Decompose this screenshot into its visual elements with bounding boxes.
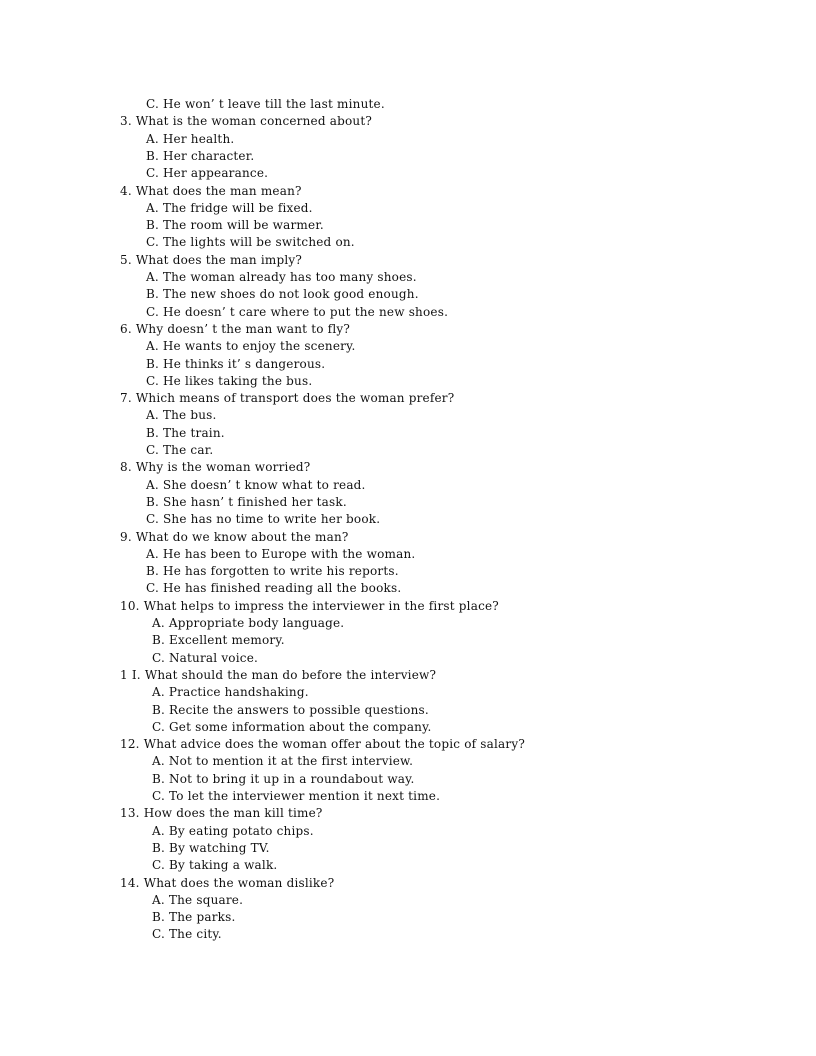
answer-option: B. The parks. bbox=[152, 910, 236, 925]
answer-option: A. Practice handshaking. bbox=[152, 685, 309, 700]
answer-option: C. He likes taking the bus. bbox=[146, 373, 313, 388]
answer-option: C. The car. bbox=[146, 443, 214, 457]
answer-option: A. The bus. bbox=[146, 408, 217, 423]
answer-option: B. He thinks it’ s dangerous. bbox=[146, 356, 326, 371]
answer-option: B. The room will be warmer. bbox=[146, 218, 324, 233]
answer-option: C. To let the interviewer mention it next time. bbox=[152, 789, 441, 803]
question-stem: 14. What does the woman dislike? bbox=[120, 875, 335, 890]
answer-option: C. The city. bbox=[152, 927, 222, 942]
question-stem: 13. How does the man kill time? bbox=[120, 806, 323, 821]
answer-option: C. He has finished reading all the books. bbox=[146, 581, 402, 596]
answer-option: A. The woman already has too many shoes. bbox=[146, 270, 417, 284]
answer-option: A. He wants to enjoy the scenery. bbox=[146, 339, 356, 354]
answer-option: C. Her appearance. bbox=[146, 166, 269, 181]
question-stem: 1 I. What should the man do before the interview? bbox=[120, 667, 437, 682]
answer-option: B. Not to bring it up in a roundabout way. bbox=[152, 771, 415, 786]
answer-option: B. Her character. bbox=[146, 148, 255, 163]
answer-option: B. She hasn’ t finished her task. bbox=[146, 494, 347, 509]
answer-option: C. She has no time to write her book. bbox=[146, 512, 381, 527]
answer-option: A. Not to mention it at the first interview. bbox=[152, 754, 414, 769]
answer-option: B. By watching TV. bbox=[152, 840, 270, 855]
question-stem: 5. What does the man imply? bbox=[120, 252, 302, 267]
question-stem: 9. What do we know about the man? bbox=[120, 529, 349, 544]
question-stem: 6. Why doesn’ t the man want to fly? bbox=[120, 321, 350, 336]
answer-option: A. Appropriate body language. bbox=[152, 616, 345, 630]
answer-option: A. Her health. bbox=[146, 131, 235, 146]
answer-option: C. He won’ t leave till the last minute. bbox=[146, 97, 385, 111]
answer-option: A. She doesn’ t know what to read. bbox=[146, 477, 366, 492]
answer-option: C. Get some information about the company. bbox=[152, 719, 432, 734]
question-stem: 12. What advice does the woman offer about the topic of salary? bbox=[120, 737, 525, 752]
question-stem: 3. What is the woman concerned about? bbox=[120, 114, 372, 129]
answer-option: A. He has been to Europe with the woman. bbox=[146, 546, 416, 561]
answer-option: A. By eating potato chips. bbox=[152, 823, 314, 838]
question-stem: 7. Which means of transport does the woman prefer? bbox=[120, 391, 455, 406]
question-stem: 10. What helps to impress the interviewer in the first place? bbox=[120, 598, 499, 613]
answer-option: A. The square. bbox=[152, 892, 244, 907]
answer-option: B. The train. bbox=[146, 425, 225, 440]
answer-option: C. By taking a walk. bbox=[152, 858, 278, 873]
answer-option: C. He doesn’ t care where to put the new shoes. bbox=[146, 304, 449, 319]
question-stem: 8. Why is the woman worried? bbox=[120, 460, 311, 475]
answer-option: C. The lights will be switched on. bbox=[146, 235, 355, 250]
answer-option: B. The new shoes do not look good enough. bbox=[146, 287, 419, 302]
answer-option: B. He has forgotten to write his reports. bbox=[146, 564, 399, 579]
question-stem: 4. What does the man mean? bbox=[120, 183, 302, 198]
answer-option: B. Recite the answers to possible questions. bbox=[152, 702, 429, 717]
answer-option: B. Excellent memory. bbox=[152, 633, 285, 648]
answer-option: C. Natural voice. bbox=[152, 650, 259, 665]
answer-option: A. The fridge will be fixed. bbox=[146, 200, 313, 215]
